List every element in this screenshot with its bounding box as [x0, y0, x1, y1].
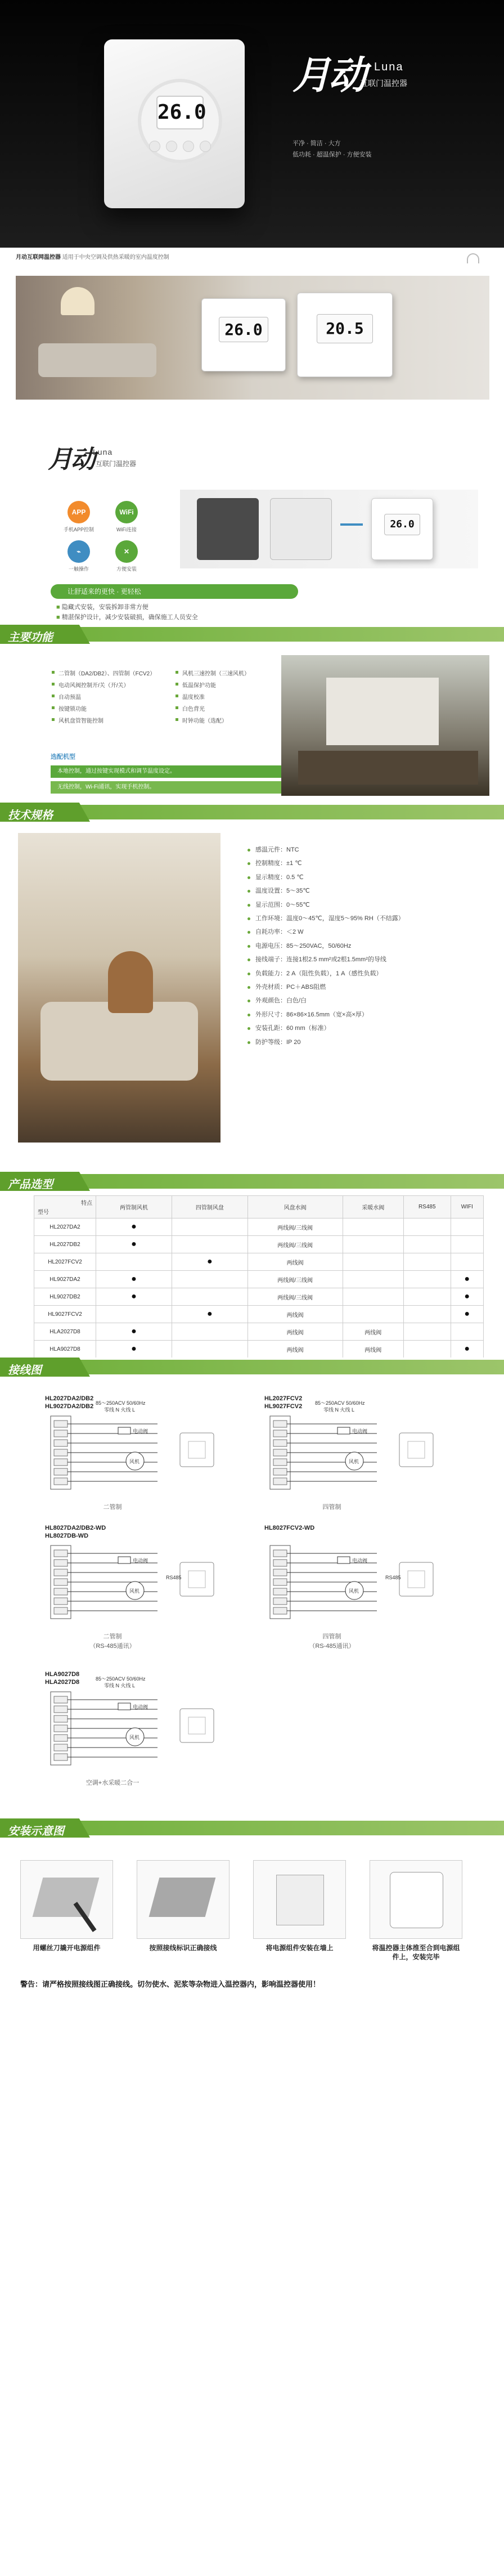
- table-cell: ●: [172, 1306, 248, 1323]
- thermostat-screen: [408, 1441, 425, 1458]
- install-step-1-image: [20, 1860, 113, 1939]
- feature-item: 低温保护功能: [176, 680, 282, 689]
- install-section: [0, 1838, 504, 1995]
- valve-icon: [338, 1557, 350, 1563]
- thermostat-screen: [408, 1571, 425, 1588]
- icon-caption: WiFi连接: [116, 527, 137, 532]
- phase-label: 零线 N 火线 L: [104, 1407, 136, 1413]
- table-cell: [451, 1236, 484, 1253]
- sofa-shape: [40, 1002, 198, 1081]
- phase-label: 零线 N 火线 L: [104, 1683, 136, 1688]
- models-section: [0, 1191, 504, 1358]
- spec-item: 防护等级：IP 20: [248, 1036, 404, 1049]
- terminal: [54, 1598, 68, 1605]
- thermostat-installed: [371, 498, 433, 560]
- product-intro: [0, 433, 504, 625]
- wall-plate-shape: [276, 1875, 324, 1925]
- table-cell: [343, 1236, 403, 1253]
- thermostat-right: [297, 293, 393, 377]
- bullet-text: 精湛保护设计，减少安装破损，确保施工人员安全: [61, 614, 198, 621]
- terminal: [54, 1579, 68, 1585]
- table-row: [34, 1218, 484, 1236]
- table-cell: [403, 1306, 451, 1323]
- wiring-caption: 四管制: [322, 1504, 341, 1511]
- phase-label: 零线 N 火线 L: [323, 1407, 355, 1413]
- section-header-features: [0, 625, 504, 644]
- section-header-wiring: [0, 1358, 504, 1377]
- thermostat-left: [201, 298, 286, 371]
- table-cell: ●: [96, 1236, 172, 1253]
- table-cell: [451, 1218, 484, 1236]
- valve-label: 电动阀: [352, 1558, 368, 1563]
- hero-feature-line: 低功耗 · 超温保护 · 方便安装: [292, 151, 372, 158]
- feature-item: 温度校准: [176, 692, 282, 701]
- section-title: 安装示意图: [8, 1825, 64, 1838]
- key-icon: [183, 141, 194, 152]
- wiring-section: [0, 1377, 504, 1818]
- wiring-sub-caption: （RS-485通讯）: [89, 1643, 136, 1650]
- terminal: [54, 1430, 68, 1437]
- terminal: [54, 1725, 68, 1732]
- table-cell: ●: [96, 1271, 172, 1288]
- spec-item: 电源电压：85～250VAC，50/60Hz: [248, 939, 404, 953]
- rs485-label: RS485: [385, 1575, 401, 1580]
- brand-subtitle: 互联门温控器: [360, 79, 407, 88]
- table-cell: [172, 1271, 248, 1288]
- table-cell: 两线阀/三线阀: [248, 1271, 343, 1288]
- table-cell: [172, 1236, 248, 1253]
- feature-item: 按键锁功能: [52, 704, 159, 713]
- interior-photo: [281, 655, 489, 796]
- wiring-caption: 二管制: [103, 1633, 122, 1640]
- wiring-title: HL9027DA2/DB2: [45, 1403, 94, 1410]
- power-label: 85～250ACV 50/60Hz: [96, 1676, 146, 1682]
- model-name: HL9027FCV2: [34, 1306, 96, 1323]
- wiring-sub-caption: （RS-485通讯）: [309, 1643, 355, 1650]
- table-cell: [451, 1253, 484, 1271]
- table-cell: [172, 1341, 248, 1358]
- terminal: [273, 1598, 287, 1605]
- table-cell: [343, 1253, 403, 1271]
- features-grid: [52, 669, 282, 724]
- brand-logo-script: 月动: [292, 53, 365, 98]
- install-step-4-image: [370, 1860, 462, 1939]
- thermostat-lcd: 20.5: [317, 314, 374, 343]
- table-cell: [172, 1323, 248, 1341]
- table-row: [34, 1271, 484, 1288]
- table-cell: [172, 1288, 248, 1306]
- wiring-caption: 空调+水采暖二合一: [86, 1780, 140, 1786]
- model-name: HL2027DB2: [34, 1236, 96, 1253]
- fan-label: 风机: [349, 1459, 359, 1464]
- terminal: [273, 1560, 287, 1566]
- icon-caption: 一触操作: [68, 566, 89, 572]
- install-step-3-image: [253, 1860, 346, 1939]
- terminal: [54, 1440, 68, 1446]
- wiring-title: HLA2027D8: [45, 1679, 80, 1686]
- section-title: 技术规格: [8, 809, 53, 822]
- spec-item: 负载能力：2 A（阻性负载），1 A（感性负载）: [248, 967, 404, 980]
- valve-icon: [118, 1557, 130, 1563]
- spec-item: 显示范围：0～55℃: [248, 898, 404, 912]
- bullet: ■ 精湛保护设计，减少安装破损，确保施工人员安全: [56, 614, 198, 621]
- spec-item: 接线端子：连接1根2.5 mm²或2根1.5mm²的导线: [248, 953, 404, 966]
- terminal: [54, 1468, 68, 1475]
- column-header: 采暖水阀: [343, 1196, 403, 1218]
- terminal: [54, 1478, 68, 1485]
- option-local: 本地控制，通过按键实现模式和调节温度设定。: [51, 765, 298, 778]
- brand-logo-luna: Luna: [93, 447, 113, 456]
- wiring-caption: 二管制: [103, 1504, 122, 1511]
- terminal: [273, 1607, 287, 1614]
- wiring-title: HL9027FCV2: [264, 1403, 303, 1410]
- table-cell: [343, 1218, 403, 1236]
- table-cell: [403, 1271, 451, 1288]
- terminal: [273, 1579, 287, 1585]
- thermostat-screen: [188, 1441, 205, 1458]
- table-row: [34, 1341, 484, 1358]
- terminal: [273, 1478, 287, 1485]
- terminal: [273, 1569, 287, 1576]
- table-cell: 两线阀/三线阀: [248, 1236, 343, 1253]
- person-shape: [108, 951, 153, 1013]
- valve-label: 电动阀: [133, 1704, 148, 1710]
- thermostat-keys: [149, 141, 211, 154]
- brand-logo-script: 月动: [48, 445, 94, 474]
- spec-item: 控制精度：±1 ℃: [248, 857, 404, 870]
- band-caption-bold: 月动互联网温控器: [16, 254, 61, 261]
- spec-item: 自耗功率：＜2 W: [248, 925, 404, 939]
- power-label: 85～250ACV 50/60Hz: [96, 1400, 146, 1406]
- option-wireless: 无线控制，Wi-Fi通讯，实现手机控制。: [51, 781, 298, 794]
- terminal: [54, 1569, 68, 1576]
- section-title: 主要功能: [8, 631, 53, 644]
- table-cell: ●: [96, 1218, 172, 1236]
- table-cell: 两线阀: [343, 1341, 403, 1358]
- fan-label: 风机: [349, 1588, 359, 1594]
- table-cell: [403, 1288, 451, 1306]
- terminal: [273, 1588, 287, 1595]
- model-name: HL9027DA2: [34, 1271, 96, 1288]
- install-step-caption: 将温控器主体推至合到电源组件上，安装完毕: [372, 1944, 460, 1961]
- wiring-title: HL8027DB-WD: [45, 1533, 89, 1539]
- corner-label: 特点: [81, 1200, 92, 1207]
- column-header: 风盘水阀: [248, 1196, 343, 1218]
- terminal: [54, 1459, 68, 1466]
- install-step-caption: 按照接线标识正确接线: [149, 1944, 217, 1952]
- table-cell: 两线阀/三线阀: [248, 1288, 343, 1306]
- table-cell: [172, 1218, 248, 1236]
- sofa-shape: [38, 343, 156, 377]
- key-icon: [200, 141, 211, 152]
- module-shape: [33, 1878, 100, 1917]
- hero-feature-line: 平净 · 简洁 · 大方: [292, 140, 341, 147]
- terminal: [54, 1449, 68, 1456]
- hero-features: [292, 138, 372, 160]
- model-name: HL9027DB2: [34, 1288, 96, 1306]
- table-header-row: [34, 1196, 484, 1218]
- bullet: ■ 隐藏式安装，安装拆卸非常方便: [56, 604, 148, 611]
- section-header-specs: [0, 803, 504, 822]
- table-cell: ●: [96, 1341, 172, 1358]
- spec-item: 工作环境：温度0～45℃，湿度5～95% RH（不结露）: [248, 912, 404, 925]
- terminal: [273, 1468, 287, 1475]
- key-icon: [149, 141, 160, 152]
- wiring-caption: 四管制: [322, 1633, 341, 1640]
- wiring-diagrams: [0, 1377, 504, 1818]
- thermostat-screen: [188, 1571, 205, 1588]
- spec-item: 安装孔距：60 mm（标准）: [248, 1022, 404, 1035]
- spec-item: 外壳材质：PC＋ABS阻燃: [248, 980, 404, 994]
- scene-band: [0, 248, 504, 433]
- wifi-icon: WiFi: [115, 501, 138, 523]
- table-cell: ●: [451, 1306, 484, 1323]
- terminal: [54, 1560, 68, 1566]
- table-row: [34, 1253, 484, 1271]
- terminal: [273, 1440, 287, 1446]
- wiring-title: HLA9027D8: [45, 1671, 80, 1678]
- spec-item: 外形尺寸：86×86×16.5mm（宽×高×厚）: [248, 1008, 404, 1022]
- spec-item: 温度设置：5～35℃: [248, 884, 404, 898]
- terminal: [54, 1744, 68, 1751]
- terminal: [273, 1449, 287, 1456]
- terminal: [54, 1696, 68, 1703]
- feature-item: 白色背光: [176, 704, 282, 713]
- section-header-install: [0, 1818, 504, 1838]
- valve-icon: [118, 1427, 130, 1434]
- fan-label: 风机: [129, 1459, 140, 1464]
- thermostat-dial: [138, 79, 222, 163]
- table-cell: [96, 1306, 172, 1323]
- section-title: 接线图: [8, 1364, 42, 1377]
- section-title: 产品选型: [8, 1179, 53, 1191]
- back-box-image: [197, 498, 259, 560]
- key-icon: [166, 141, 177, 152]
- column-header: WIFI: [451, 1196, 484, 1218]
- model-name: HL2027DA2: [34, 1218, 96, 1236]
- terminal: [54, 1706, 68, 1713]
- table-cell: 两线阀: [248, 1341, 343, 1358]
- touch-icon: ⌁: [68, 540, 90, 563]
- table-cell: [451, 1323, 484, 1341]
- table-cell: 两线阀/三线阀: [248, 1218, 343, 1236]
- arrow-right-icon: [340, 523, 363, 526]
- table-cell: [343, 1306, 403, 1323]
- feature-item: 风机三速控制（三速风机）: [176, 669, 282, 677]
- terminal: [273, 1459, 287, 1466]
- feature-item: 电动风阀控制开/关（开/关）: [52, 680, 159, 689]
- fan-label: 风机: [129, 1588, 140, 1594]
- tool-icon: ✕: [115, 540, 138, 563]
- spec-item: 外观颜色：白色/白: [248, 994, 404, 1007]
- column-header: 两管制风机: [96, 1196, 172, 1218]
- fan-label: 风机: [129, 1735, 140, 1740]
- model-name: HL2027FCV2: [34, 1253, 96, 1271]
- valve-icon: [118, 1703, 130, 1710]
- rs485-label: RS485: [166, 1575, 182, 1580]
- table-cell: [403, 1218, 451, 1236]
- living-room-photo: [16, 276, 489, 400]
- table-cell: 两线阀: [248, 1306, 343, 1323]
- model-table: [34, 1195, 484, 1358]
- power-label: 85～250ACV 50/60Hz: [315, 1400, 365, 1406]
- window-shape: [326, 678, 439, 745]
- features-section: [0, 644, 504, 803]
- thermostat-product-image: [104, 39, 245, 208]
- terminal: [54, 1550, 68, 1557]
- slogan-bar: 让舒适来的更快 · 更轻松: [51, 584, 298, 599]
- thermostat-shape: [390, 1872, 443, 1928]
- brand-logo-luna: Luna: [374, 61, 404, 73]
- terminal: [273, 1430, 287, 1437]
- table-cell: ●: [96, 1288, 172, 1306]
- model-name: HLA9027D8: [34, 1341, 96, 1358]
- table-cell: 两线阀: [248, 1323, 343, 1341]
- table-cell: [403, 1323, 451, 1341]
- hero-banner: [0, 0, 504, 248]
- table-cell: [403, 1253, 451, 1271]
- spec-item: 显示精度：0.5 ℃: [248, 871, 404, 884]
- feature-item: 自动预温: [52, 692, 159, 701]
- optional-models-title: 选配机型: [51, 754, 75, 760]
- feature-item: 二管制（DA2/DB2）、四管制（FCV2）: [52, 669, 159, 677]
- table-cell: ●: [96, 1323, 172, 1341]
- features-box: [39, 655, 281, 803]
- furniture-shape: [298, 751, 478, 785]
- wiring-title: HL8027DA2/DB2-WD: [45, 1525, 106, 1531]
- install-step-caption: 用螺丝刀撬开电源组件: [33, 1944, 101, 1952]
- model-name: HLA2027D8: [34, 1323, 96, 1341]
- column-header: 四管制风盘: [172, 1196, 248, 1218]
- corner-label: 型号: [38, 1209, 49, 1216]
- band-caption: [16, 252, 169, 261]
- terminal: [54, 1715, 68, 1722]
- valve-label: 电动阀: [133, 1428, 148, 1434]
- feature-item: 时钟功能（选配）: [176, 716, 282, 724]
- terminal: [273, 1421, 287, 1427]
- table-cell: ●: [451, 1288, 484, 1306]
- terminal: [54, 1735, 68, 1741]
- table-cell: ●: [451, 1341, 484, 1358]
- table-cell: [343, 1271, 403, 1288]
- icon-caption: 方便安装: [116, 566, 137, 572]
- install-warning: 警告：请严格按照接线图正确接线。切勿使水、泥浆等杂物进入温控器内，影响温控器使用！: [20, 1980, 321, 1988]
- wiring-title: HL8027FCV2-WD: [264, 1525, 315, 1531]
- table-cell: [96, 1253, 172, 1271]
- install-step-2-image: [137, 1860, 230, 1939]
- wiring-title: HL2027DA2/DB2: [45, 1395, 94, 1402]
- table-row: [34, 1288, 484, 1306]
- bullet-text: 隐藏式安装，安装拆卸非常方便: [61, 604, 148, 611]
- terminal: [54, 1754, 68, 1760]
- thermostat-lcd: 26.0: [384, 514, 421, 535]
- brand-subtitle: 互联门温控器: [96, 460, 137, 468]
- table-row: [34, 1323, 484, 1341]
- power-module-image: [270, 498, 332, 560]
- installation-scene: [180, 490, 478, 568]
- valve-icon: [338, 1427, 350, 1434]
- table-cell: [403, 1236, 451, 1253]
- thermostat-lcd: 26.0: [156, 96, 204, 129]
- terminal: [54, 1607, 68, 1614]
- wifi-icon: [467, 253, 479, 263]
- product-bullets: [56, 602, 198, 622]
- valve-label: 电动阀: [352, 1428, 368, 1434]
- family-photo: [18, 833, 220, 1143]
- thermostat-screen: [188, 1717, 205, 1734]
- thermostat-lcd: 26.0: [219, 317, 269, 342]
- install-step-caption: 将电源组件安装在墙上: [266, 1944, 334, 1952]
- terminal: [54, 1421, 68, 1427]
- spec-item: 感温元件：NTC: [248, 843, 404, 857]
- table-cell: ●: [172, 1253, 248, 1271]
- feature-item: 风机盘管智能控制: [52, 716, 159, 724]
- section-header-models: [0, 1172, 504, 1191]
- table-body: [34, 1218, 484, 1358]
- terminal: [54, 1588, 68, 1595]
- specs-section: [0, 822, 504, 1172]
- module-shape: [149, 1878, 216, 1917]
- column-header: RS485: [403, 1196, 451, 1218]
- table-cell: 两线阀: [248, 1253, 343, 1271]
- table-corner: [34, 1196, 96, 1218]
- lamp-shape: [61, 287, 94, 315]
- spec-list: [248, 843, 404, 1049]
- terminal: [273, 1550, 287, 1557]
- table-row: [34, 1306, 484, 1323]
- table-row: [34, 1236, 484, 1253]
- table-cell: ●: [451, 1271, 484, 1288]
- valve-label: 电动阀: [133, 1558, 148, 1563]
- app-icon: APP: [68, 501, 90, 523]
- band-caption-text: 适用于中央空调及供热采暖的室内温度控制: [62, 254, 169, 261]
- table-cell: [403, 1341, 451, 1358]
- table-cell: 两线阀: [343, 1323, 403, 1341]
- icon-caption: 手机APP控制: [63, 527, 94, 532]
- table-cell: [343, 1288, 403, 1306]
- wiring-title: HL2027FCV2: [264, 1395, 303, 1402]
